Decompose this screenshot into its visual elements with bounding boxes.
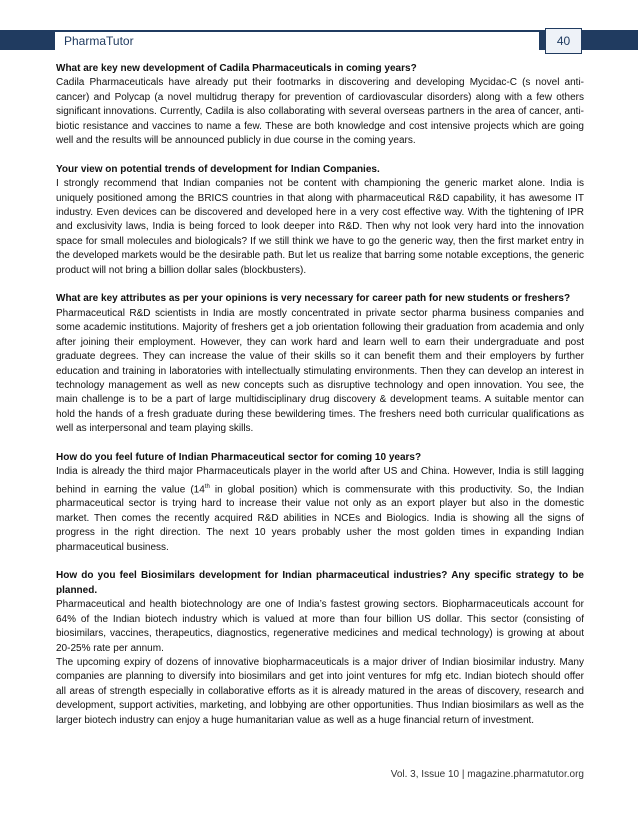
answer-paragraph: India is already the third major Pharmaceuticals player in the world after US and China. However, India is still lagging behind in earning the value (14th in global position) which is commensurate with this productivity. So, the Indian pharmaceutical sector is trying hard to increase their value not only as an export player but also in the domestic market. Then comes the recently acquired R&D abilities in NCEs and Biologics. India is showing all the signs of progress in the right direction. The next 10 years probably usher the most golden times in expanding Indian pharmaceutical business. [56,466,584,553]
answer-paragraph: The upcoming expiry of dozens of innovative biopharmaceuticals is a major driver of Indian biosimilar industry. Many companies are planning to diversify into biosimilars and get into joint ventures for mfg etc. Indian biotech should offer all areas of strength especially in collaborative efforts as it is already matured in the areas of discovery, research and development, support activities, marketing, and lobbying are other opportunities. Thus Indian biosimilars as well as the larger biotech industry can enjoy a huge humanitarian value as well as a huge financial return of investment. [56,656,584,726]
question-heading: What are key new development of Cadila Pharmaceuticals in coming years? [56,63,417,74]
magazine-title: PharmaTutor [64,34,134,48]
question-heading: How do you feel future of Indian Pharmaceutical sector for coming 10 years? [56,451,422,463]
page-number: 40 [556,34,571,48]
qa-section-biosimilars [56,569,584,727]
question-heading: How do you feel Biosimilars development for Indian pharmaceutical industries? Any specific strategy to be planned. [56,570,584,596]
question-heading: Your view on potential trends of development for Indian Companies. [56,163,380,175]
answer-paragraph: Pharmaceutical and health biotechnology are one of India’s fastest growing sectors. Biopharmaceuticals account for 64% of the Indian biotech industry which is valued at more than four billion US dollar. This sector (consisting of biosimilars, vaccines, therapeutics, diagnostics, regenerative medicines and medical technology) is growing at about 20-25% rate per annum. [56,599,584,654]
answer-paragraph: Cadila Pharmaceuticals have already put their footmarks in discovering and developing Mycidac-C (s novel anti-cancer) and Polycap (a novel multidrug therapy for prevention of cardiovascular disorders) along with a few others significant innovations. Currently, Cadila is also collaborating with several overseas partners in the area of cancer, anti-biotic resistance and vaccines to name a few. These are both knowledge and cost intensive projects which are going well and the results will be announced publicly in due course in the coming years. [56,77,584,147]
qa-section-trends [56,163,584,278]
footer-citation: Vol. 3, Issue 10 | magazine.pharmatutor.org [390,769,584,780]
article-body [56,62,584,742]
question-heading: What are key attributes as per your opinions is very necessary for career path for new students or freshers? [56,293,571,305]
page-number-badge [545,28,582,54]
answer-paragraph: Pharmaceutical R&D scientists in India are mostly concentrated in private sector pharma business companies and some academic institutions. Majority of freshers get a job orientation following their graduation from academia and only after joining their employment. However, they can work hard and learn well to earn their undergraduate and post graduate degrees. They can increase the value of their skills so it can benefit them and their employers by further education and training in laboratories with intellectually stimulating environments. Then they can develop an interest in technology management as well as new concepts such as disruptive technology and open innovation. You see, the main challenge is to be a part of large multidisciplinary drug discovery & development teams. A suitable mentor can hold the hands of a fresh graduate during these bewildering times. The freshers need both curricular qualifications as well as interpersonal and team playing skills. [56,307,584,435]
answer-paragraph: I strongly recommend that Indian companies not be content with championing the generic market alone. India is uniquely positioned among the BRICS countries in that along with pharmaceutical R&D capability, it has awesome IT industry. Even devices can be discovered and developed here in a very cost effective way. With the tightening of IPR and exclusivity laws, India is being forced to look deeper into R&D. Then why not look very hard into the innovation space for small molecules and biologicals? If we still think we have to go the generic way, then the first market entry in the developed markets would be the desirable path. But let us realize that barring some notable exceptions, the generic product will not bring a billion dollar sales (blockbusters). [56,178,584,276]
qa-section-future [56,451,584,555]
qa-section-cadila [56,62,584,148]
qa-section-career [56,292,584,436]
